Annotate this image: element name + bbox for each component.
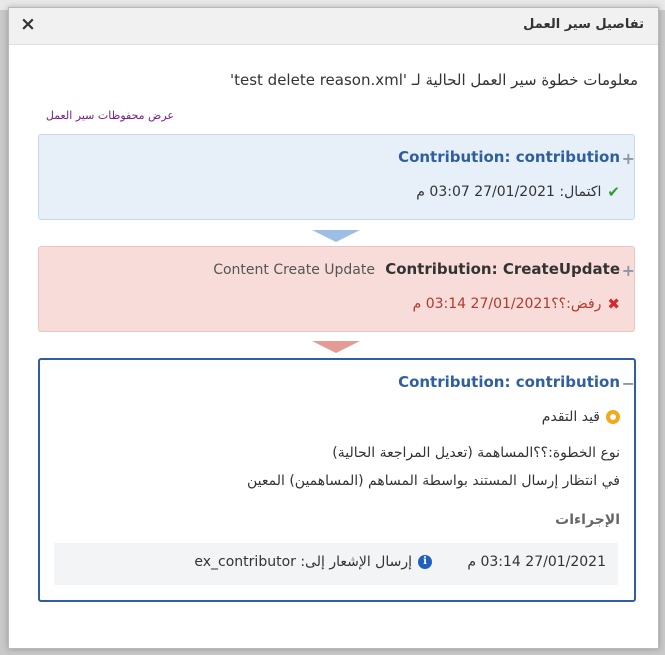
workflow-details-dialog [8,7,659,649]
flow-arrow [312,230,360,242]
step-type: نوع الخطوة:؟؟المساهمة (تعديل المراجعة الحالية) [332,445,620,461]
collapse-toggle[interactable]: − [621,374,635,393]
step-status [542,409,620,425]
step-subtitle: Content Create Update [213,262,375,278]
status-text: اكتمال: 27/01/2021 03:07 م [416,184,602,200]
close-button[interactable]: × [20,13,36,35]
action-row [54,543,618,585]
step-status [416,183,620,201]
flow-arrow [312,341,360,353]
expand-toggle[interactable]: + [621,149,635,168]
workflow-history-link[interactable]: عرض محفوظات سير العمل [45,109,174,122]
x-icon: ✖ [607,295,620,313]
dialog-header [9,8,658,45]
status-text: قيد التقدم [541,409,600,425]
step-title: Contribution: CreateUpdate [385,260,620,278]
step-title: Contribution: contribution [398,373,620,391]
workflow-step-current [38,358,636,602]
step-status [413,295,620,313]
action-date: 27/01/2021 03:14 م [467,554,606,570]
workflow-step-rejected [38,246,635,332]
expand-toggle[interactable]: + [621,261,635,280]
dialog-title: تفاصيل سير العمل [523,17,644,32]
step-title: Contribution: contribution [398,148,620,166]
workflow-step-completed [38,134,635,220]
check-icon: ✔ [607,183,620,201]
workflow-info-line: معلومات خطوة سير العمل الحالية لـ 'test delete reason.xml' [229,71,638,89]
actions-header: الإجراءات [555,512,620,528]
info-icon: i [418,555,432,569]
waiting-text: في انتظار إرسال المستند بواسطة المساهم (المساهمين) المعين [246,473,620,489]
status-text: رفض:؟؟27/01/2021 03:14 م [412,296,602,312]
gear-icon [606,410,620,424]
action-text-group [194,554,432,570]
action-text: إرسال الإشعار إلى: ex_contributor [194,554,412,570]
